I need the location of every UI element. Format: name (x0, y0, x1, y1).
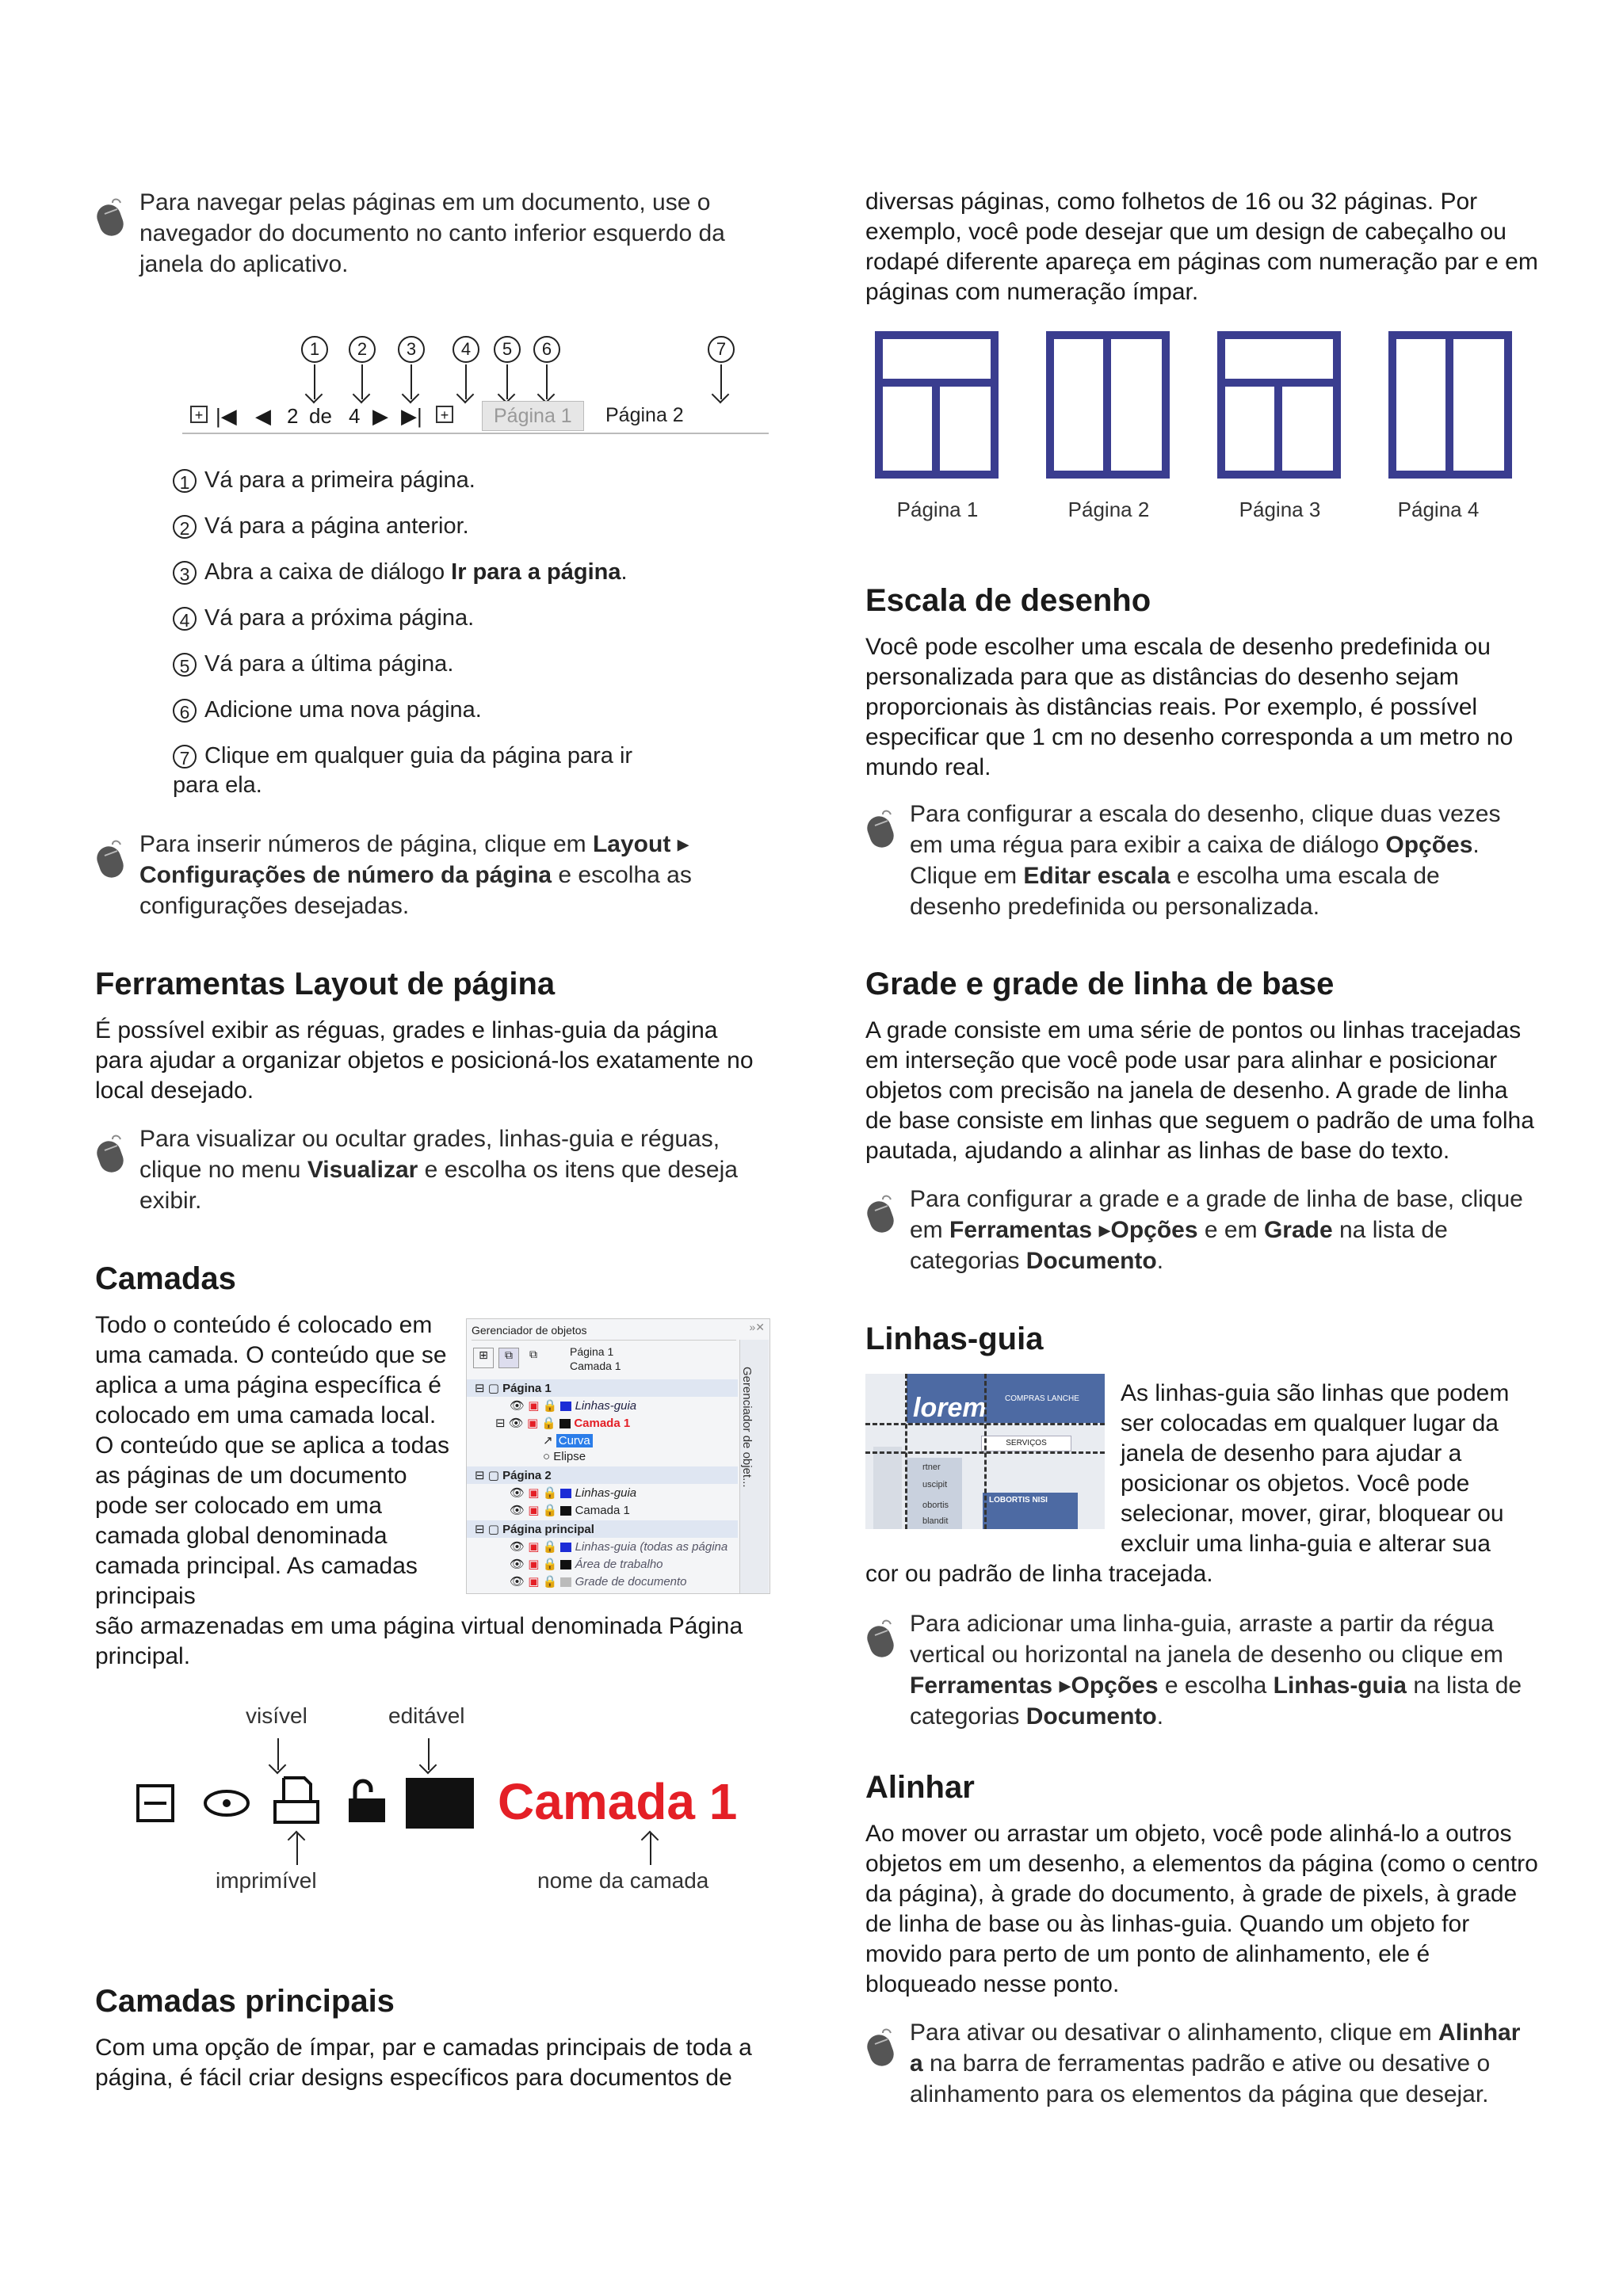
add-page-after-icon[interactable]: + (436, 406, 453, 423)
guides-text-2: uscipit (922, 1480, 948, 1489)
paragraph-continued: diversas páginas, como folhetos de 16 ou 32 páginas. Por exemplo, você pode desejar que um design de cabeçalho ou rodapé diferente apareça em páginas com numeração par e em páginas com numeração ímpar. (865, 189, 1538, 305)
new-master-layer-icon[interactable]: ⧉ (529, 1348, 537, 1360)
paragraph-page-layout-tools: É possível exibir as réguas, grades e linhas-guia da página para ajudar a organizar objetos e posicioná-los exatamente no local desejado. (95, 1017, 754, 1104)
tree-guides-1[interactable]: 👁 ▣ 🔒 Linhas-guia (510, 1399, 637, 1413)
arrow-6 (546, 364, 548, 399)
printer-icon (273, 1775, 320, 1829)
mouse-icon (95, 829, 139, 921)
heading-drawing-scale: Escala de desenho (865, 583, 1151, 618)
tree-layer-1-page-2[interactable]: 👁 ▣ 🔒 Camada 1 (510, 1504, 630, 1517)
previous-page-icon[interactable]: ◀ (255, 404, 271, 428)
step-1: 1 Vá para a primeira página. (173, 466, 688, 495)
page-layouts (875, 331, 1556, 529)
guides-box: LOBORTIS NISI (989, 1496, 1048, 1505)
page-label-2: Página 2 (1067, 498, 1150, 521)
tree-ellipse[interactable]: ○ Elipse (543, 1450, 586, 1463)
document-navigator (182, 333, 785, 436)
paragraph-layers-a: Todo o conteúdo é colocado em uma camada. O conteúdo que se aplica a uma página específica é colocado em uma camada local. O conteúdo que se aplica a todas as páginas de um documento pode ser colocado em uma camada global denominada camada principal. As camadas principais (95, 1312, 449, 1609)
paragraph-guidelines-a: As linhas-guia são linhas que podem ser colocadas em qualquer lugar da janela de desenho para ajudar a posicionar os objetos. Você pode selecionar, mover, girar, bloquear ou excluir uma linha-guia e alterar sua (1121, 1380, 1510, 1557)
mouse-icon (865, 1608, 910, 1732)
selected-layer: Camada 1 (570, 1360, 621, 1372)
guides-text-4: blandit (922, 1516, 949, 1526)
selected-page: Página 1 (570, 1345, 614, 1358)
callout-3: 3 (398, 336, 425, 363)
next-page-icon[interactable]: ▶ (372, 404, 388, 428)
heading-grid: Grade e grade de linha de base (865, 967, 1335, 1001)
callout-4: 4 (453, 336, 479, 363)
chevron-right-icon: ▸ (1098, 1217, 1111, 1243)
expand-collapse-icon (136, 1784, 174, 1822)
tree-curve[interactable]: ↗ Curva (543, 1433, 593, 1449)
layer-name-sample: Camada 1 (498, 1773, 738, 1830)
callout-5: 5 (494, 336, 521, 363)
page-label-3: Página 3 (1239, 498, 1321, 521)
tab-page-2[interactable]: Página 2 (605, 404, 684, 426)
callout-1: 1 (301, 336, 328, 363)
page-current[interactable]: 2 (287, 404, 299, 428)
paragraph-align: Ao mover ou arrastar um objeto, você pode alinhá-lo a outros objetos em um desenho, a elementos da página (como o centro da página), à grade do documento, à grade de pixels, à grade de linha de base ou às linhas-guia. Quando um objeto for movido para perto de um ponto de alinhamento, ele é bloqueado nesse ponto. (865, 1821, 1538, 1997)
callout-7: 7 (708, 336, 735, 363)
tab-page-1[interactable]: Página 1 (482, 401, 584, 431)
tip-scale (865, 799, 1547, 922)
guides-nav: COMPRAS LANCHE (1005, 1394, 1079, 1403)
guides-text-1: rtner (922, 1463, 941, 1472)
label-visible: visível (246, 1703, 307, 1728)
tip-view-text: Para visualizar ou ocultar grades, linhas-guia e réguas, clique no menu Visualizar e escolha os itens que deseja exibir. (139, 1126, 738, 1214)
page-label-1: Página 1 (896, 498, 979, 521)
heading-layers: Camadas (95, 1261, 236, 1296)
navigator-bar (182, 399, 769, 434)
guides-tab: SERVIÇOS (981, 1436, 1071, 1451)
object-manager-side-tab[interactable]: Gerenciador de objet... (740, 1367, 754, 1488)
eye-icon (203, 1789, 250, 1821)
tree-master-page[interactable]: ⊟ ▢ Página principal (475, 1523, 594, 1536)
mouse-icon (95, 187, 139, 280)
tip-guidelines (865, 1608, 1547, 1732)
arrow-7 (720, 364, 722, 399)
heading-align: Alinhar (865, 1770, 975, 1805)
label-layer-name: nome da camada (537, 1868, 709, 1893)
heading-guidelines: Linhas-guia (865, 1322, 1044, 1356)
page-frame-3 (1217, 331, 1341, 479)
tip-navigate (95, 187, 777, 280)
paragraph-guidelines-b: cor ou padrão de linha tracejada. (865, 1561, 1213, 1587)
layer-properties-icon[interactable]: ⊞ (473, 1348, 494, 1368)
step-7: 7 Clique em qualquer guia da página para ir para ela. (173, 743, 633, 798)
paragraph-layers-b: são armazenadas em uma página virtual denominada Página principal. (95, 1613, 743, 1669)
object-manager-title: Gerenciador de objetos (472, 1324, 587, 1337)
tip-view (95, 1123, 777, 1216)
layer-legend (127, 1695, 761, 1901)
chevron-right-icon: ▸ (1059, 1672, 1071, 1699)
mouse-icon (95, 1123, 139, 1216)
page-label-4: Página 4 (1397, 498, 1480, 521)
page-of: de (309, 404, 332, 428)
tree-document-grid[interactable]: 👁 ▣ 🔒 Grade de documento (510, 1575, 687, 1589)
page-frame-4 (1388, 331, 1512, 479)
tip-align-text: Para ativar ou desativar o alinhamento, clique em Alinhar a na barra de ferramentas padrão e ative ou desative o alinhamento para os elementos da página que desejar. (910, 2019, 1521, 2107)
page-frame-2 (1046, 331, 1170, 479)
new-layer-icon[interactable]: ⧉ (498, 1348, 519, 1368)
tip-page-numbers (95, 829, 777, 921)
tip-grid (865, 1184, 1547, 1276)
tree-layer-1[interactable]: ⊟ 👁 ▣ 🔒 Camada 1 (495, 1417, 631, 1430)
layer-color-swatch (406, 1778, 474, 1829)
tree-page-1[interactable]: ⊟ ▢ Página 1 (475, 1382, 552, 1395)
tree-page-2[interactable]: ⊟ ▢ Página 2 (475, 1469, 552, 1482)
heading-master-layers: Camadas principais (95, 1984, 395, 2019)
paragraph-grid: A grade consiste em uma série de pontos ou linhas tracejadas em interseção que você pode usar para alinhar e posicionar objetos com precisão na janela de desenho. A grade de linha de base consiste em linhas que seguem o padrão de uma folha pautada, ajudando a alinhar as linhas de base do texto. (865, 1017, 1534, 1164)
step-4: 4 Vá para a próxima página. (173, 604, 688, 633)
tip-navigate-text: Para navegar pelas páginas em um documento, use o navegador do documento no canto inferior esquerdo da janela do aplicativo. (139, 189, 725, 277)
panel-collapse-icon[interactable]: »✕ (749, 1321, 765, 1333)
tip-grid-text: Para configurar a grade e a grade de linha de base, clique em Ferramentas ▸Opções e em Grade na lista de categorias Documento. (910, 1186, 1523, 1274)
chevron-right-icon: ▸ (677, 831, 689, 857)
mouse-icon (865, 799, 910, 922)
tree-desktop[interactable]: 👁 ▣ 🔒 Área de trabalho (510, 1558, 663, 1571)
label-printable: imprimível (216, 1868, 317, 1893)
arrow-5 (506, 364, 508, 399)
step-2: 2 Vá para a página anterior. (173, 512, 688, 541)
object-manager-panel (466, 1318, 770, 1594)
page-total: 4 (349, 404, 361, 428)
arrow-2 (361, 364, 363, 399)
arrow-1 (314, 364, 315, 399)
arrow-3 (411, 364, 412, 399)
guides-text-3: obortis (922, 1501, 949, 1510)
tree-guides-2[interactable]: 👁 ▣ 🔒 Linhas-guia (510, 1486, 637, 1500)
callout-6: 6 (533, 336, 560, 363)
mouse-icon (865, 1184, 910, 1276)
unlock-icon (347, 1776, 387, 1828)
step-6: 6 Adicione uma nova página. (173, 696, 688, 725)
last-page-icon[interactable]: ▶| (401, 404, 422, 428)
paragraph-master-layers: Com uma opção de ímpar, par e camadas principais de toda a página, é fácil criar designs específicos para documentos de (95, 2035, 752, 2091)
mouse-icon (865, 2017, 910, 2110)
step-5: 5 Vá para a última página. (173, 650, 688, 679)
guides-logo: lorem (913, 1393, 987, 1423)
heading-page-layout-tools: Ferramentas Layout de página (95, 967, 556, 1001)
first-page-icon[interactable]: |◀ (216, 404, 237, 428)
paragraph-drawing-scale: Você pode escolher uma escala de desenho predefinida ou personalizada para que as distâncias do desenho sejam proporcionais às distâncias reais. Por exemplo, é possível especificar que 1 cm no desenho corresponda a um metro no mundo real. (865, 634, 1514, 780)
add-page-before-icon[interactable]: + (190, 406, 208, 423)
tip-page-numbers-text: Para inserir números de página, clique em Layout ▸ Configurações de número da página e escolha as configurações desejadas. (139, 831, 692, 919)
guidelines-image (865, 1374, 1105, 1529)
tip-guidelines-text: Para adicionar uma linha-guia, arraste a partir da régua vertical ou horizontal na janela de desenho ou clique em Ferramentas ▸Opções e escolha Linhas-guia na lista de categorias Documento. (910, 1611, 1522, 1730)
arrow-4 (465, 364, 467, 399)
tip-align (865, 2017, 1547, 2110)
label-editable: editável (388, 1703, 465, 1728)
step-3: 3 Abra a caixa de diálogo Ir para a página. (173, 558, 688, 587)
callout-2: 2 (349, 336, 376, 363)
tree-guides-master[interactable]: 👁 ▣ 🔒 Linhas-guia (todas as página (510, 1540, 728, 1554)
page-frame-1 (875, 331, 999, 479)
tip-scale-text: Para configurar a escala do desenho, clique duas vezes em uma régua para exibir a caixa de diálogo Opções. Clique em Editar escala e escolha uma escala de desenho predefinida ou personalizada. (910, 801, 1501, 920)
